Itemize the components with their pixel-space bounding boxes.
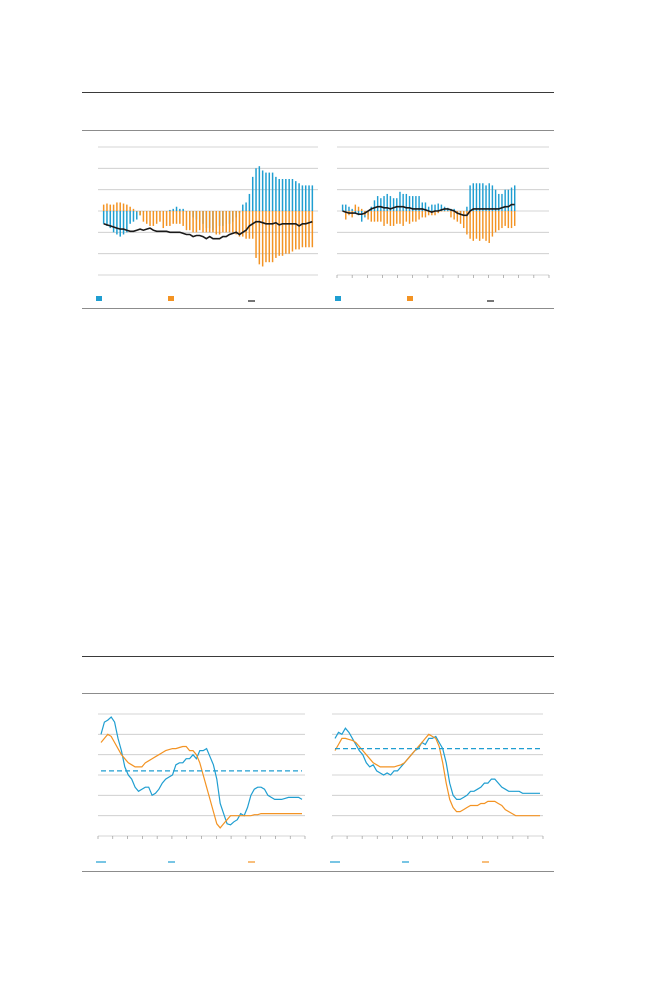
bar (466, 207, 467, 211)
bar (511, 211, 512, 228)
bar (377, 211, 378, 222)
bar (146, 211, 147, 224)
bar (285, 179, 286, 211)
bar (312, 211, 313, 247)
bar (495, 211, 496, 232)
bar (393, 198, 394, 211)
bar (402, 194, 403, 211)
bar (123, 204, 124, 211)
bar (469, 211, 470, 239)
bar (508, 211, 509, 228)
bar (508, 190, 509, 211)
bar (377, 196, 378, 211)
net-line (104, 222, 313, 239)
bar (199, 211, 200, 230)
bar (383, 196, 384, 211)
bar (476, 183, 477, 211)
bar (295, 181, 296, 211)
bar (119, 211, 120, 237)
bar (374, 211, 375, 222)
bar (229, 211, 230, 232)
bar (103, 211, 104, 224)
bar (235, 211, 236, 234)
bar (172, 209, 173, 211)
bar (504, 211, 505, 226)
bar (116, 211, 117, 234)
bar (308, 211, 309, 247)
bar (202, 211, 203, 232)
bar (272, 173, 273, 211)
bar (489, 183, 490, 211)
bar (153, 211, 154, 226)
bar (176, 207, 177, 211)
bar (498, 211, 499, 230)
bar (232, 211, 233, 232)
bar (209, 211, 210, 232)
bar (136, 211, 137, 220)
bar (504, 190, 505, 211)
bar (196, 211, 197, 232)
legend-swatch (335, 296, 341, 301)
bar (278, 179, 279, 211)
figure-top-rule (82, 92, 554, 93)
bar (387, 211, 388, 224)
bar (166, 211, 167, 226)
bar (390, 211, 391, 226)
bar (514, 211, 515, 226)
bar (371, 211, 372, 222)
bar (269, 211, 270, 262)
bar (425, 211, 426, 217)
bar (176, 211, 177, 224)
bar (129, 207, 130, 211)
bar (275, 211, 276, 258)
bar (514, 185, 515, 211)
bar (262, 211, 263, 266)
bar (269, 173, 270, 211)
bar (282, 179, 283, 211)
bar (409, 211, 410, 224)
bar (222, 211, 223, 232)
bar (182, 209, 183, 211)
bar (212, 211, 213, 232)
bar (282, 211, 283, 256)
bar (399, 192, 400, 211)
bar (206, 211, 207, 232)
bar (255, 168, 256, 211)
bar (434, 205, 435, 211)
bar (169, 211, 170, 226)
figure-header-rule (82, 130, 554, 131)
bar (275, 177, 276, 211)
bar (485, 211, 486, 241)
bar (361, 211, 362, 222)
bar (374, 200, 375, 211)
bar (116, 202, 117, 211)
bar (272, 211, 273, 262)
figure-bottom-rule (82, 308, 554, 309)
bar (418, 211, 419, 220)
bar (489, 211, 490, 243)
bar (348, 207, 349, 211)
bar (380, 198, 381, 211)
bar (485, 185, 486, 211)
bar (460, 211, 461, 224)
bar (399, 211, 400, 224)
bar (262, 170, 263, 211)
bar (123, 211, 124, 234)
bar (179, 211, 180, 224)
bar (473, 183, 474, 211)
bar (126, 211, 127, 232)
legend-swatch (168, 296, 174, 301)
bar (479, 211, 480, 241)
bar (444, 211, 445, 212)
bar (249, 194, 250, 211)
bar (113, 205, 114, 211)
bar (312, 185, 313, 211)
bar (495, 190, 496, 211)
bar (292, 179, 293, 211)
bar (476, 211, 477, 239)
bar (172, 211, 173, 224)
bar (402, 211, 403, 226)
bar (469, 185, 470, 211)
bar (482, 211, 483, 239)
bar (149, 211, 150, 226)
bar (103, 205, 104, 211)
bar (265, 173, 266, 211)
bar (302, 211, 303, 247)
bar (355, 205, 356, 211)
bar (415, 211, 416, 222)
bar (189, 211, 190, 230)
bar (295, 211, 296, 249)
bar (129, 211, 130, 224)
bar (450, 211, 451, 217)
bar (406, 211, 407, 222)
bar (412, 211, 413, 222)
bar (302, 185, 303, 211)
series-line (335, 728, 540, 799)
bar (133, 209, 134, 211)
bar (492, 185, 493, 211)
bar (110, 205, 111, 211)
bar (396, 198, 397, 211)
bar (159, 211, 160, 222)
bar (298, 183, 299, 211)
bar (361, 209, 362, 211)
bar (245, 202, 246, 211)
bar (298, 211, 299, 249)
bar (133, 211, 134, 222)
bar (106, 204, 107, 211)
bar (482, 183, 483, 211)
bar (308, 185, 309, 211)
bar (358, 207, 359, 211)
bar (288, 179, 289, 211)
bar (186, 211, 187, 230)
bar (393, 211, 394, 226)
bar (139, 211, 140, 215)
bar (113, 211, 114, 232)
bar (463, 211, 464, 228)
bar (447, 211, 448, 212)
bar (396, 211, 397, 224)
bar (156, 211, 157, 224)
bar (192, 211, 193, 232)
figure-top-rule (82, 656, 554, 657)
bar (422, 211, 423, 217)
bar (305, 211, 306, 247)
bar (225, 211, 226, 232)
bar (216, 211, 217, 234)
bar (351, 209, 352, 211)
bar (288, 211, 289, 254)
bar (163, 211, 164, 228)
figure-header-rule (82, 693, 554, 694)
bar (380, 211, 381, 222)
bar (179, 209, 180, 211)
bar (239, 211, 240, 237)
bar (219, 211, 220, 234)
bar (383, 211, 384, 226)
bar (245, 211, 246, 239)
bar (252, 177, 253, 211)
bar (143, 211, 144, 222)
bar (106, 211, 107, 226)
bar (453, 211, 454, 220)
bar (492, 211, 493, 237)
legend-swatch (407, 296, 413, 301)
bar (501, 211, 502, 228)
bar (511, 188, 512, 211)
legend-swatch (96, 296, 102, 301)
figure-2-panels (82, 698, 554, 873)
figure-1-panels (82, 135, 554, 310)
bar (351, 211, 352, 217)
bar (136, 211, 137, 212)
bar (278, 211, 279, 256)
bar (342, 205, 343, 211)
bar (431, 205, 432, 211)
series-line (101, 734, 302, 828)
figure-bottom-rule (82, 871, 554, 872)
bar (345, 205, 346, 211)
bar (479, 183, 480, 211)
bar (126, 205, 127, 211)
bar (305, 185, 306, 211)
bar (255, 211, 256, 258)
bar (285, 211, 286, 254)
bar (182, 211, 183, 226)
bar (169, 210, 170, 211)
bar (265, 211, 266, 262)
bar (473, 211, 474, 241)
bar (242, 205, 243, 211)
bar (292, 211, 293, 252)
bar (259, 166, 260, 211)
bar (438, 204, 439, 211)
bar (259, 211, 260, 264)
bar (441, 211, 442, 212)
bar (119, 202, 120, 211)
